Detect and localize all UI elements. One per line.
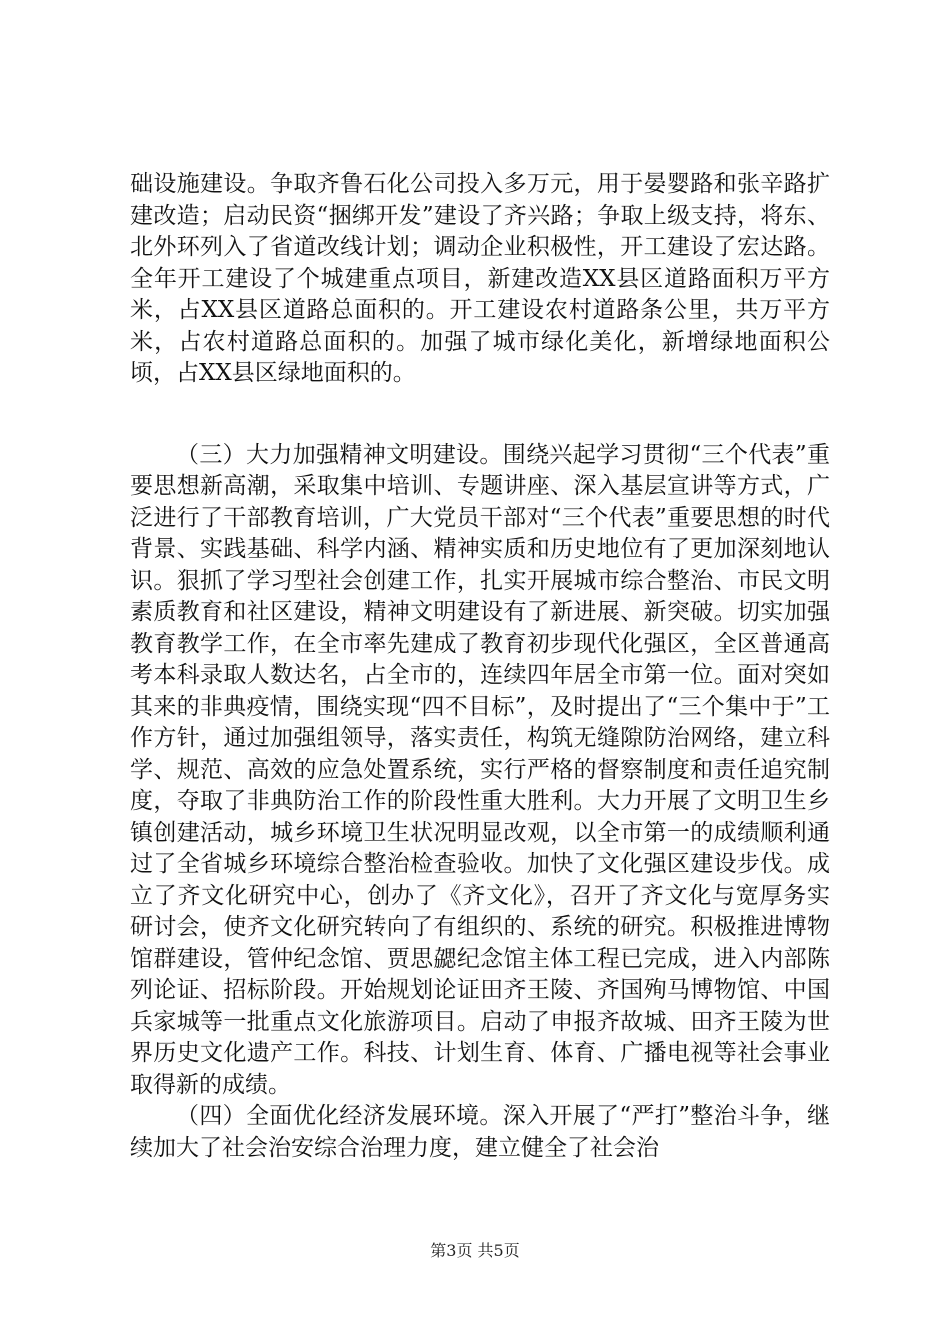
paragraph-gap xyxy=(130,390,830,440)
paragraph-spiritual-civilization: （三）大力加强精神文明建设。围绕兴起学习贯彻“三个代表”重要思想新高潮，采取集中培训、专题讲座、深入基层宣讲等方式，广泛进行了干部教育培训，广大党员干部对“三个代表”重要思想的时代背景、实践基础、科学内涵、精神实质和历史地位有了更加深刻地认识。狠抓了学习型社会创建工作，扎实开展城市综合整治、市民文明素质教育和社区建设，精神文明建设有了新进展、新突破。切实加强教育教学工作，在全市率先建成了教育初步现代化强区，全区普通高考本科录取人数达名，占全市的，连续四年居全市第一位。面对突如其来的非典疫情，围绕实现“四不目标”，及时提出了“三个集中于”工作方针，通过加强组领导，落实责任，构筑无缝隙防治网络，建立科学、规范、高效的应急处置系统，实行严格的督察制度和责任追究制度，夺取了非典防治工作的阶段性重大胜利。大力开展了文明卫生乡镇创建活动，城乡环境卫生状况明显改观，以全市第一的成绩顺利通过了全省城乡环境综合整治检查验收。加快了文化强区建设步伐。成立了齐文化研究中心，创办了《齐文化》，召开了齐文化与宽厚务实研讨会，使齐文化研究转向了有组织的、系统的研究。积极推进博物馆群建设，管仲纪念馆、贾思勰纪念馆主体工程已完成，进入内部陈列论证、招标阶段。开始规划论证田齐王陵、齐国殉马博物馆、中国兵家城等一批重点文化旅游项目。启动了申报齐故城、田齐王陵为世界历史文化遗产工作。科技、计划生育、体育、广播电视等社会事业取得新的成绩。 xyxy=(130,441,830,1098)
paragraph-economic-environment: （四）全面优化经济发展环境。深入开展了“严打”整治斗争，继续加大了社会治安综合治理力度，建立健全了社会治 xyxy=(130,1103,830,1161)
paragraph-infrastructure: 础设施建设。争取齐鲁石化公司投入多万元，用于晏婴路和张辛路扩建改造；启动民资“捆绑开发”建设了齐兴路；争取上级支持，将东、北外环列入了省道改线计划；调动企业积极性，开工建设了宏达路。全年开工建设了个城建重点项目，新建改造XX县区道路面积万平方米，占XX县区道路总面积的。开工建设农村道路条公里，共万平方米，占农村道路总面积的。加强了城市绿化美化，新增绿地面积公顷，占XX县区绿地面积的。 xyxy=(130,171,830,386)
page-footer: 第3页 共5页 xyxy=(430,1241,520,1260)
document-body xyxy=(130,169,830,1164)
